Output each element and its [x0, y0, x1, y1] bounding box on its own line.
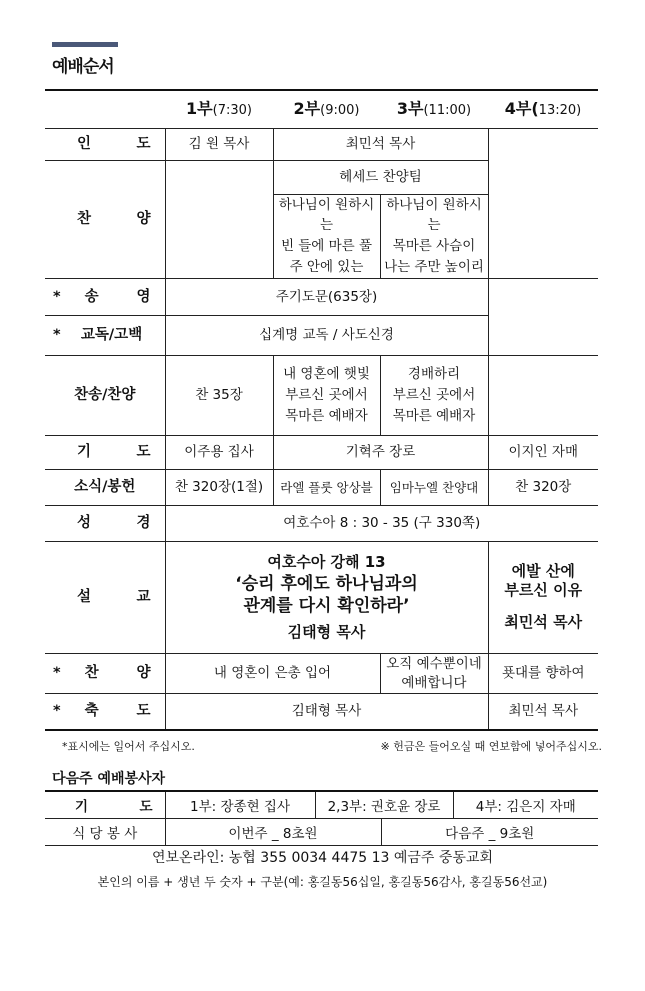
offering-s1: 찬 320장(1절) [165, 470, 273, 506]
next-prayer-p1: 1부: 장종현 집사 [165, 791, 315, 819]
doxology-value: 주기도문(635장) [165, 279, 488, 316]
anthem-s3: 경배하리 부르신 곳에서 목마른 예배자 [380, 356, 488, 436]
online-offering-account: 연보온라인: 농협 355 0034 4475 13 예금주 중동교회 [152, 850, 493, 866]
offering-s4: 찬 320장 [488, 470, 598, 506]
creed-label: * 교독/고백 [45, 316, 165, 356]
prayer-row [45, 436, 598, 470]
service-2-header: 2부(9:00) [273, 90, 380, 128]
kitchen-label: 식 당 봉 사 [45, 819, 165, 846]
offering-note: ※ 헌금은 들어오실 때 연보함에 넣어주십시오. [380, 740, 602, 753]
prayer-s2-3: 기혁주 장로 [273, 436, 488, 470]
next-prayer-row [45, 791, 598, 819]
service-header-row [45, 90, 598, 128]
next-prayer-p3: 4부: 김은지 자매 [453, 791, 598, 819]
prayer-s4: 이지인 자매 [488, 436, 598, 470]
kitchen-this-week: 이번주 _ 8초원 [165, 819, 381, 846]
praise-songs-s2: 하나님이 원하시는 빈 들에 마른 풀 주 안에 있는 [273, 194, 380, 279]
online-offering-instructions: 본인의 이름 + 생년 두 숫자 + 구분(예: 홍길동56십일, 홍길동56감사, 홍길동56선교) [97, 875, 548, 889]
benediction-s4: 최민석 목사 [488, 694, 598, 730]
offering-row [45, 470, 598, 506]
next-week-title: 다음주 예배봉사자 [52, 771, 166, 787]
praise-songs-s3: 하나님이 원하시는 목마른 사슴이 나는 주만 높이리 [380, 194, 488, 279]
next-prayer-label: 기 도 [45, 791, 165, 819]
next-week-table [45, 790, 598, 819]
service-4-header: 4부(13:20) [488, 90, 598, 128]
anthem-s1: 찬 35장 [165, 356, 273, 436]
hymn-s4: 푯대를 향하여 [488, 654, 598, 694]
service-order-table [45, 89, 598, 731]
page-title: 예배순서 [52, 57, 114, 77]
benediction-s1-3: 김태형 목사 [165, 694, 488, 730]
offering-label: 소식/봉헌 [45, 470, 165, 506]
anthem-row [45, 356, 598, 436]
anthem-s2: 내 영혼에 햇빛 부르신 곳에서 목마른 예배자 [273, 356, 380, 436]
next-prayer-p2: 2,3부: 권호윤 장로 [315, 791, 453, 819]
prayer-s1: 이주용 집사 [165, 436, 273, 470]
kitchen-table [45, 818, 598, 846]
doxology-label: * 송 영 [45, 279, 165, 316]
offering-s3: 임마누엘 찬양대 [380, 470, 488, 506]
notes [62, 738, 602, 754]
kitchen-row [45, 819, 598, 846]
invocation-row [45, 128, 598, 160]
scripture-label: 성 경 [45, 506, 165, 542]
invocation-s2-3: 최민석 목사 [273, 128, 488, 160]
service-3-header: 3부(11:00) [380, 90, 488, 128]
hymn-row [45, 654, 598, 694]
prayer-label: 기 도 [45, 436, 165, 470]
sermon-main: 여호수아 강해 13 ‘승리 후에도 하나님과의 관계를 다시 확인하라’ 김태형 목사 [165, 542, 488, 654]
scripture-row [45, 506, 598, 542]
invocation-s1: 김 원 목사 [165, 128, 273, 160]
scripture-value: 여호수아 8 : 30 - 35 (구 330쪽) [165, 506, 598, 542]
praise-label: 찬 양 [45, 160, 165, 279]
invocation-label: 인 도 [45, 128, 165, 160]
benediction-label: * 축 도 [45, 694, 165, 730]
title-underline-bar [52, 42, 118, 47]
sermon-label: 설 교 [45, 542, 165, 654]
offering-s2: 라엘 플룻 앙상블 [273, 470, 380, 506]
kitchen-next-week: 다음주 _ 9초원 [381, 819, 598, 846]
anthem-label: 찬송/찬양 [45, 356, 165, 436]
benediction-row [45, 694, 598, 730]
hymn-label: * 찬 양 [45, 654, 165, 694]
standing-note: *표시에는 일어서 주십시오. [62, 740, 195, 753]
sermon-row [45, 542, 598, 654]
doxology-row [45, 279, 598, 316]
service-1-header: 1부(7:30) [165, 90, 273, 128]
hymn-s1-2: 내 영혼이 은총 입어 [165, 654, 380, 694]
praise-team: 헤세드 찬양팀 [273, 160, 488, 194]
hymn-s3: 오직 예수뿐이네 예배합니다 [380, 654, 488, 694]
sermon-s4: 에발 산에 부르신 이유 최민석 목사 [488, 542, 598, 654]
creed-value: 십계명 교독 / 사도신경 [165, 316, 488, 356]
